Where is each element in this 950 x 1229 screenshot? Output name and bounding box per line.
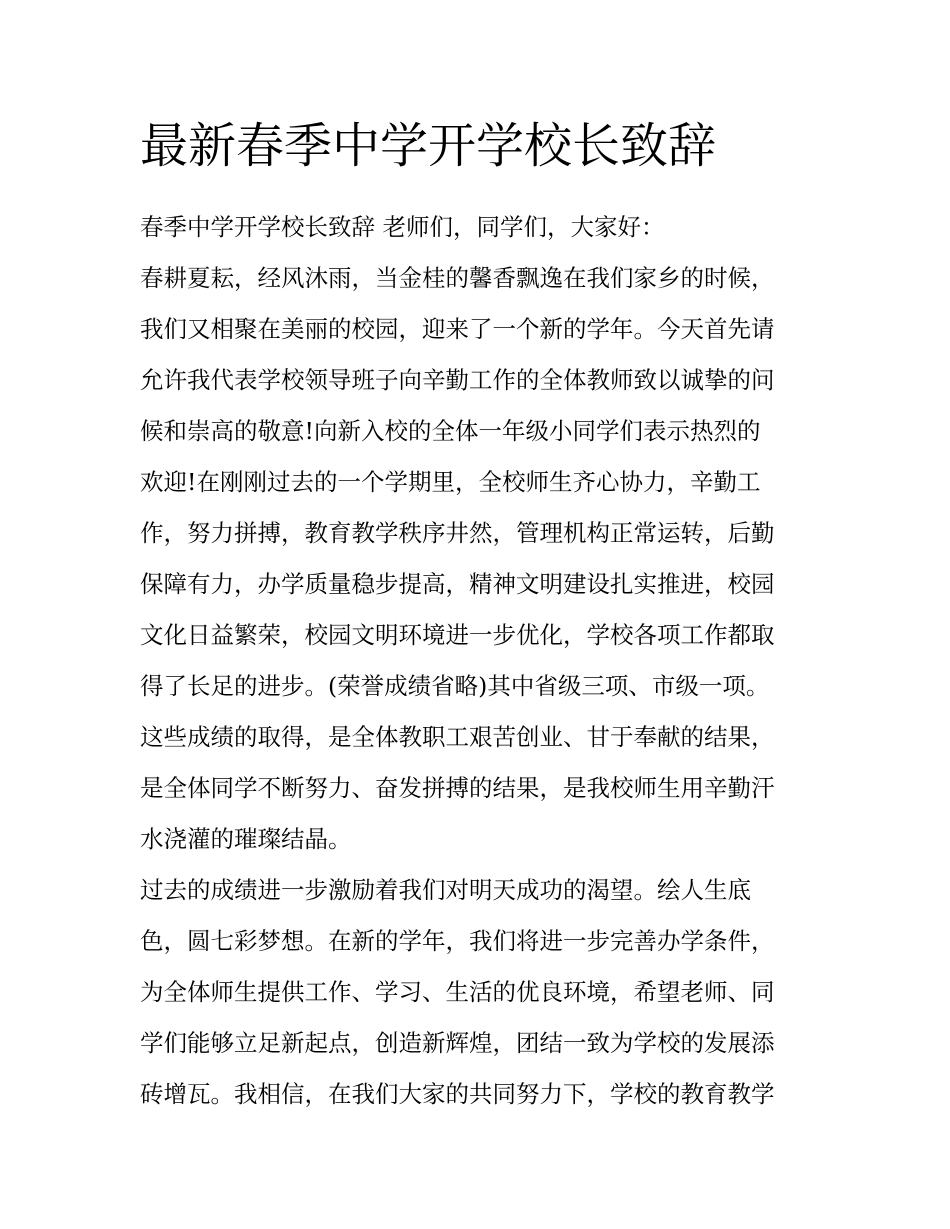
paragraph-line: 学们能够立足新起点，创造新辉煌，团结一致为学校的发展添: [140, 1029, 775, 1057]
paragraph-line: 作，努力拼搏，教育教学秩序井然，管理机构正常运转，后勤: [140, 519, 775, 547]
paragraph-line: 砖增瓦。我相信，在我们大家的共同努力下，学校的教育教学: [140, 1080, 775, 1108]
paragraph-line: 水浇灌的璀璨结晶。: [140, 825, 352, 853]
paragraph-line: 为全体师生提供工作、学习、生活的优良环境，希望老师、同: [140, 978, 775, 1006]
paragraph-line: 这些成绩的取得，是全体教职工艰苦创业、甘于奉献的结果，: [140, 723, 775, 751]
paragraph-line: 得了长足的进步。(荣誉成绩省略)其中省级三项、市级一项。: [140, 672, 770, 700]
document-title: 最新春季中学开学校长致辞: [140, 118, 717, 174]
paragraph-line: 过去的成绩进一步激励着我们对明天成功的渴望。绘人生底: [140, 876, 751, 904]
document-body: [140, 202, 820, 1120]
paragraph-line: 我们又相聚在美丽的校园，迎来了一个新的学年。今天首先请: [140, 315, 775, 343]
paragraph-line: 文化日益繁荣，校园文明环境进一步优化，学校各项工作都取: [140, 621, 775, 649]
paragraph-line: 色，圆七彩梦想。在新的学年，我们将进一步完善办学条件，: [140, 927, 775, 955]
paragraph-line: 候和崇高的敬意!向新入校的全体一年级小同学们表示热烈的: [140, 417, 761, 445]
paragraph-line: 保障有力，办学质量稳步提高，精神文明建设扎实推进，校园: [140, 570, 775, 598]
paragraph-line: 允许我代表学校领导班子向辛勤工作的全体教师致以诚挚的问: [140, 366, 775, 394]
paragraph-line: 欢迎!在刚刚过去的一个学期里，全校师生齐心协力，辛勤工: [140, 468, 761, 496]
paragraph-line: 春季中学开学校长致辞 老师们，同学们，大家好：: [140, 213, 665, 241]
paragraph-line: 是全体同学不断努力、奋发拼搏的结果，是我校师生用辛勤汗: [140, 774, 775, 802]
paragraph-line: 春耕夏耘，经风沐雨，当金桂的馨香飘逸在我们家乡的时候，: [140, 264, 775, 292]
